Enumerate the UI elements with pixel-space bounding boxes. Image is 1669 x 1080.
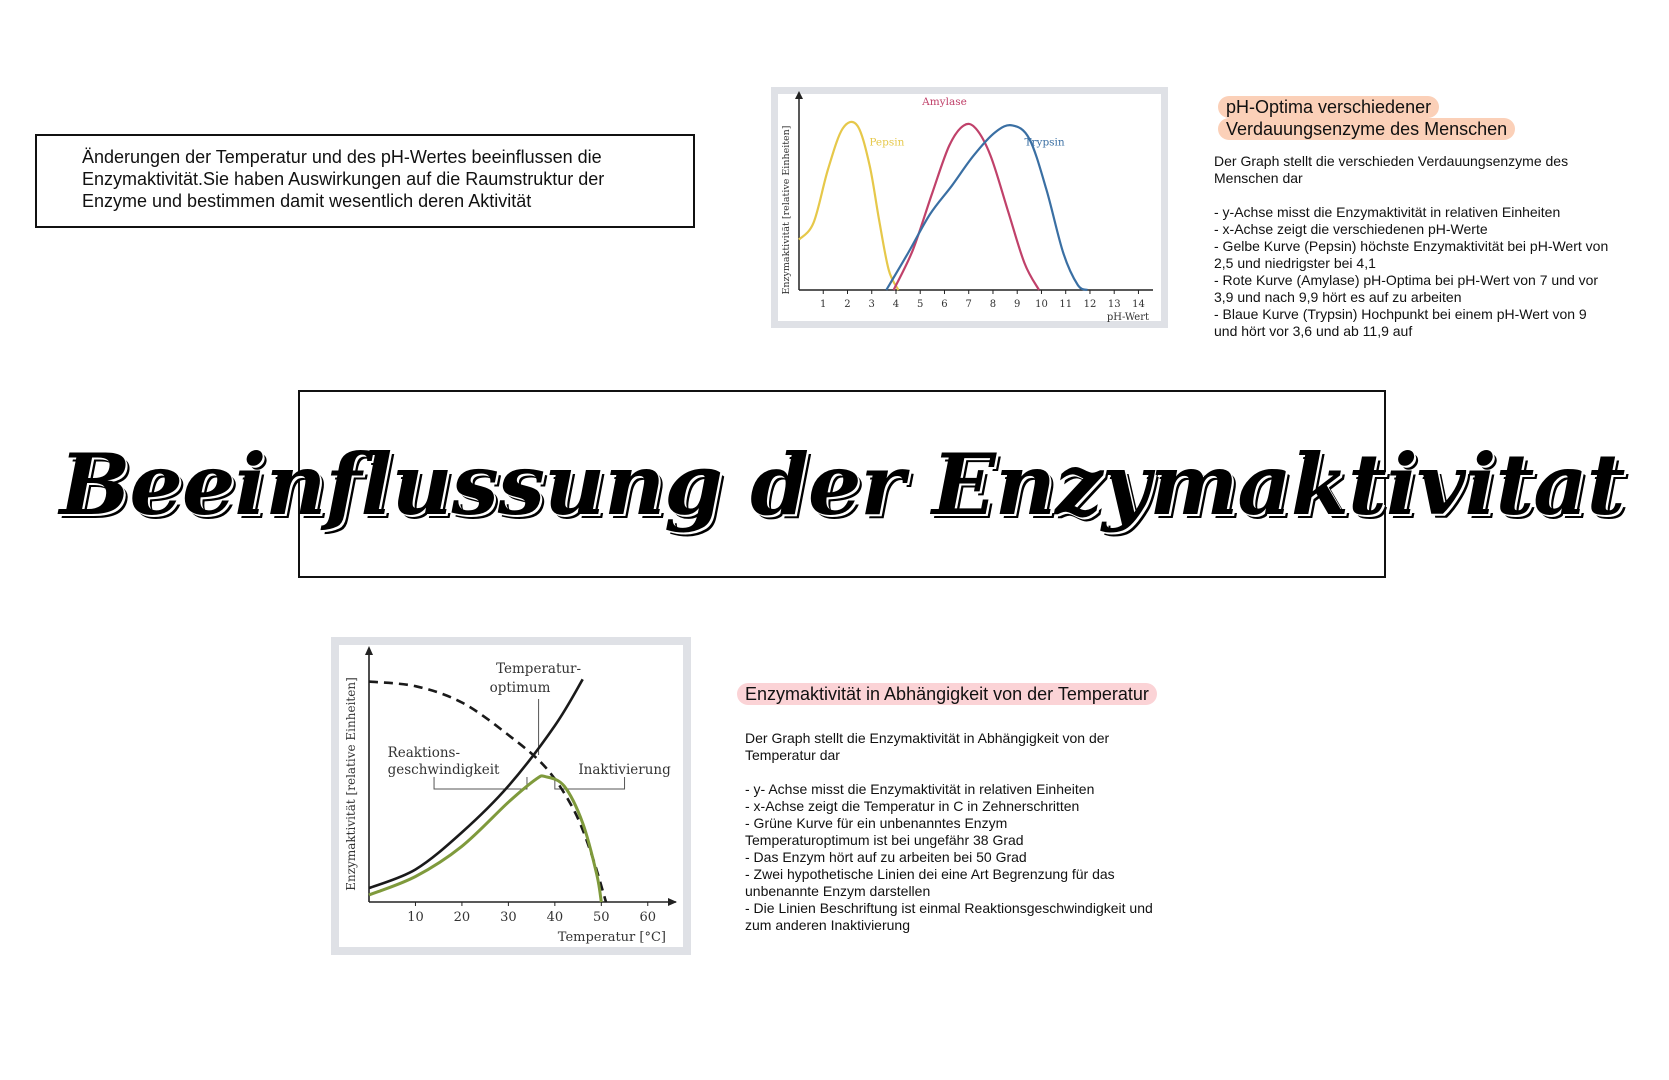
ph-x-tick-label: 11 xyxy=(1059,299,1073,310)
ph-x-tick-label: 4 xyxy=(892,299,900,310)
ph-x-tick-label: 14 xyxy=(1132,299,1145,310)
ph-bullet: und hört vor 3,6 und ab 11,9 auf xyxy=(1214,323,1413,339)
temp-intro-line: Der Graph stellt die Enzymaktivität in Abhängigkeit von der xyxy=(745,730,1110,746)
title-box xyxy=(59,390,1625,578)
ph-chart xyxy=(771,87,1168,328)
ph-description xyxy=(1214,153,1659,340)
temperature-chart xyxy=(331,637,691,955)
temperature-chart-svg xyxy=(331,637,691,955)
ph-x-tick-label: 10 xyxy=(1035,299,1048,310)
temp-x-tick-label: 30 xyxy=(500,910,517,925)
page-title: Beeinflussung der Enzymaktivitat xyxy=(59,434,1625,534)
ph-x-tick-label: 12 xyxy=(1083,299,1097,310)
ph-bullet: - Blaue Kurve (Trypsin) Hochpunkt bei einem pH-Wert von 9 xyxy=(1214,306,1587,322)
reaction-speed-label: geschwindigkeit xyxy=(387,762,500,778)
ph-heading xyxy=(1218,96,1515,140)
temp-y-axis-label: Enzymaktivität [relative Einheiten] xyxy=(344,677,358,891)
ph-bullet: 2,5 und niedrigster bei 4,1 xyxy=(1214,255,1376,271)
temp-heading-text: Enzymaktivität in Abhängigkeit von der Temperatur xyxy=(737,683,1157,705)
temp-bullet: - Die Linien Beschriftung ist einmal Reaktionsgeschwindigkeit und xyxy=(745,900,1153,916)
ph-bullet: - x-Achse zeigt die verschiedenen pH-Werte xyxy=(1214,221,1488,237)
ph-x-tick-label: 7 xyxy=(965,299,972,310)
intro-box xyxy=(35,134,695,228)
ph-series-label-pepsin: Pepsin xyxy=(869,136,905,149)
ph-x-tick-label: 1 xyxy=(820,299,827,310)
ph-intro-line: Menschen dar xyxy=(1214,170,1303,186)
ph-x-axis-label: pH-Wert xyxy=(1106,312,1149,323)
ph-chart-plot-bg xyxy=(778,94,1161,321)
temp-bullet: zum anderen Inaktivierung xyxy=(745,917,910,933)
ph-x-tick-label: 3 xyxy=(868,299,875,310)
inactivation-label: Inaktivierung xyxy=(578,762,671,778)
temp-optimum-label: Temperatur- xyxy=(496,661,582,677)
temp-bullet: - Zwei hypothetische Linien dei eine Art Begrenzung für das xyxy=(745,866,1115,882)
ph-x-tick-label: 2 xyxy=(844,299,851,310)
ph-x-tick-label: 9 xyxy=(1014,299,1021,310)
ph-bullet: - Gelbe Kurve (Pepsin) höchste Enzymaktivität bei pH-Wert von xyxy=(1214,238,1609,254)
temp-description xyxy=(745,730,1215,934)
ph-bullet: - y-Achse misst die Enzymaktivität in relativen Einheiten xyxy=(1214,204,1561,220)
temp-optimum-label: optimum xyxy=(489,680,551,696)
temp-heading xyxy=(737,683,1157,705)
temp-x-tick-label: 40 xyxy=(546,910,564,925)
ph-series-label-amylase: Amylase xyxy=(922,96,967,109)
temp-bullet: - y- Achse misst die Enzymaktivität in relativen Einheiten xyxy=(745,781,1095,797)
temp-x-axis-label: Temperatur [°C] xyxy=(557,930,666,945)
ph-intro-line: Der Graph stellt die verschieden Verdauungsenzyme des xyxy=(1214,153,1569,169)
ph-bullet: - Rote Kurve (Amylase) pH-Optima bei pH-Wert von 7 und vor xyxy=(1214,272,1599,288)
ph-series-label-trypsin: Trypsin xyxy=(1024,136,1065,149)
intro-line: Änderungen der Temperatur und des pH-Wertes beeinflussen die xyxy=(82,147,602,167)
ph-heading-line: pH-Optima verschiedener xyxy=(1218,96,1439,118)
temp-bullet: unbenannte Enzym darstellen xyxy=(745,883,931,899)
temp-intro-line: Temperatur dar xyxy=(745,747,840,763)
ph-chart-svg xyxy=(771,87,1168,328)
temp-x-tick-label: 60 xyxy=(639,910,657,925)
reaction-speed-label: Reaktions- xyxy=(387,745,461,761)
temp-x-tick-label: 20 xyxy=(453,910,471,925)
ph-x-tick-label: 13 xyxy=(1107,299,1121,310)
ph-x-tick-label: 6 xyxy=(941,299,948,310)
ph-x-tick-label: 5 xyxy=(917,299,924,310)
temp-bullet: Temperaturoptimum ist bei ungefähr 38 Grad xyxy=(745,832,1024,848)
temp-bullet: - Grüne Kurve für ein unbenanntes Enzym xyxy=(745,815,1008,831)
ph-x-tick-label: 8 xyxy=(989,299,997,310)
temp-x-tick-label: 10 xyxy=(407,910,424,925)
intro-line: Enzyme und bestimmen damit wesentlich deren Aktivität xyxy=(82,191,532,211)
ph-y-axis-label: Enzymaktivität [relative Einheiten] xyxy=(781,125,792,295)
ph-heading-line: Verdauungsenzyme des Menschen xyxy=(1218,118,1515,140)
temp-x-tick-label: 50 xyxy=(593,910,610,925)
temp-bullet: - x-Achse zeigt die Temperatur in C in Zehnerschritten xyxy=(745,798,1080,814)
ph-bullet: 3,9 und nach 9,9 hört es auf zu arbeiten xyxy=(1214,289,1462,305)
intro-line: Enzymaktivität.Sie haben Auswirkungen auf die Raumstruktur der xyxy=(82,169,605,189)
temp-bullet: - Das Enzym hört auf zu arbeiten bei 50 Grad xyxy=(745,849,1027,865)
